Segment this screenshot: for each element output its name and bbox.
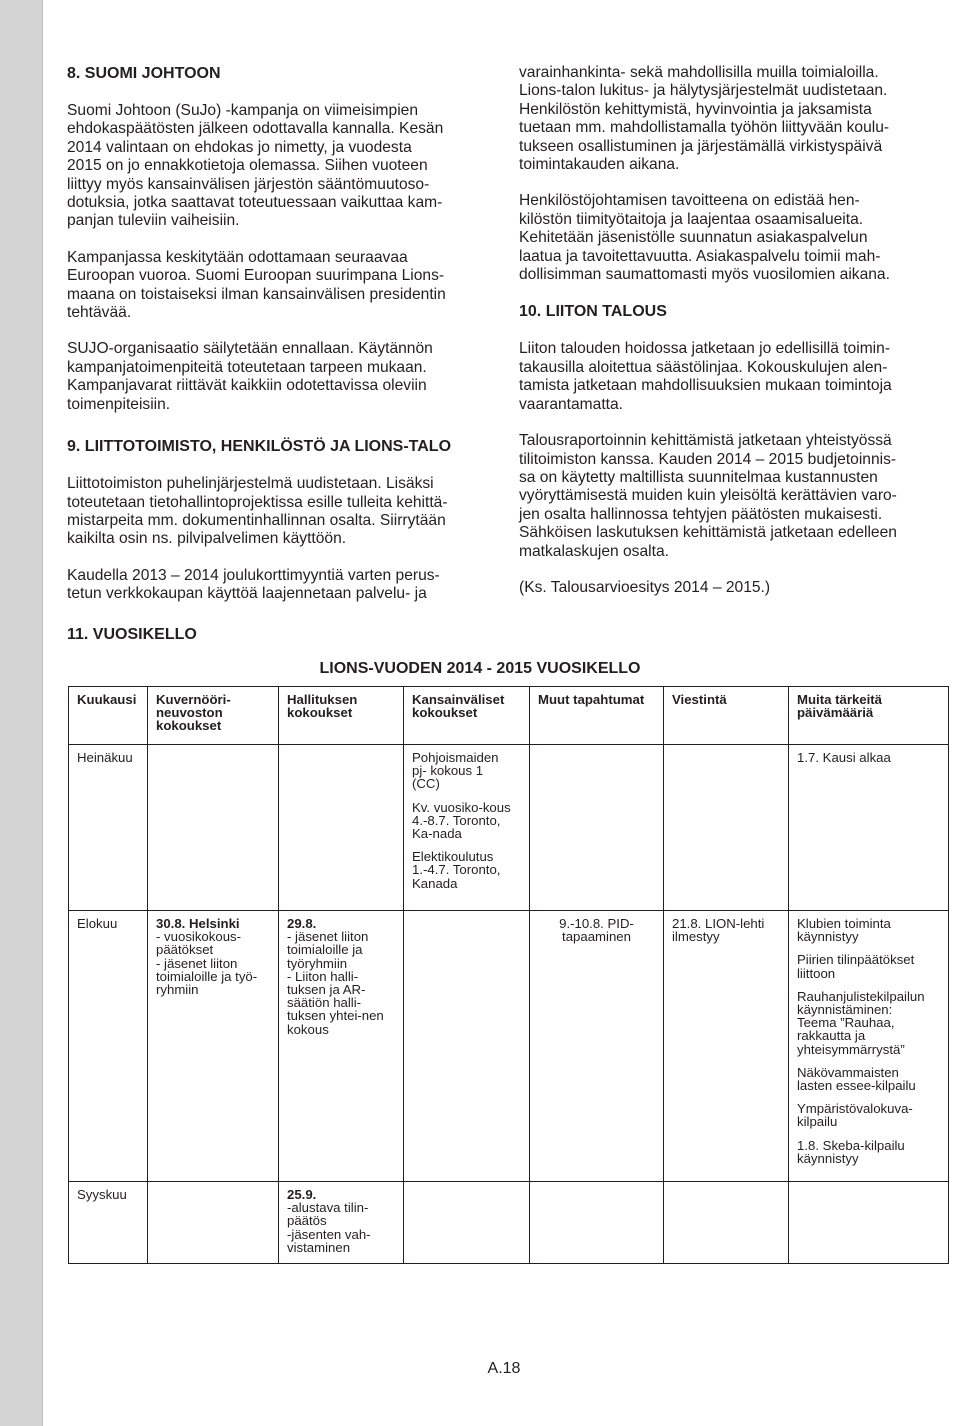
international-item: Elektikoulutus 1.-4.7. Toronto, Kanada	[412, 849, 501, 891]
governor-cell	[148, 745, 279, 911]
section-9-title: 9. LIITTOTOIMISTO, HENKILÖSTÖ JA LIONS-TALO	[67, 438, 452, 456]
governor-cell	[148, 1182, 279, 1264]
board-text: -alustava tilin- päätös -jäsenten vah- vistaminen	[287, 1200, 371, 1255]
governor-cell	[148, 911, 279, 1182]
section-9-paragraph-2: Kaudella 2013 – 2014 joulukorttimyyntiä varten perus- tetun verkkokaupan käyttöä laajennetaan palvelu- ja	[67, 566, 440, 603]
section-8-paragraph-2: Kampanjassa keskitytään odottamaan seuraavaa Euroopan vuoroa. Suomi Euroopan suurimpana Lions- maana on toistaiseksi ilman kansainvälisen presidentin tehtävää.	[67, 248, 446, 322]
table-row	[69, 745, 949, 911]
header-important-dates: Muita tärkeitä päivämääriä	[789, 687, 949, 745]
important-dates-cell	[789, 911, 949, 1182]
international-item: Pohjoismaiden pj- kokous 1 (CC)	[412, 750, 499, 792]
governor-text: - vuosikokous- päätökset - jäsenet liiton toimialoille ja työ- ryhmiin	[156, 929, 258, 998]
header-communication: Viestintä	[664, 687, 789, 745]
board-cell	[279, 1182, 404, 1264]
communication-item: 21.8. LION-lehti ilmestyy	[672, 916, 765, 945]
other-events-cell	[530, 745, 664, 911]
annual-calendar-table	[68, 686, 949, 1264]
board-date: 25.9.	[287, 1187, 317, 1202]
board-date: 29.8.	[287, 916, 317, 931]
section-9-paragraph-4: Henkilöstöjohtamisen tavoitteena on edistää hen- kilöstön tiimityötaitoja ja laajentaa osaamisalueita. Kehitetään jäsenistölle suunnatun asiakaspalvelun laatua ja tavoitettavuutta. Asiakaspalvelu toimii mah- dollisimman saumattomasti myös vuosilomien aikana.	[519, 192, 890, 284]
table-title: LIONS-VUODEN 2014 - 2015 VUOSIKELLO	[319, 660, 641, 677]
board-cell	[279, 745, 404, 911]
section-10-paragraph-2: Talousraportoinnin kehittämistä jatketaan yhteistyössä tilitoimiston kanssa. Kauden 2014 – 2015 budjetoinnis- sa on käytetty maltillista suunnitelmaa kustannusten vyöryttämisestä muiden kuin yleisöltä kerättävien varo- jen osalta hallinnossa tehtyjen päätösten mukaisesti. Sähköisen laskutuksen kehittämistä jatketaan edelleen matkalaskujen osalta.	[519, 432, 897, 560]
section-10-paragraph-3: (Ks. Talousarvioesitys 2014 – 2015.)	[519, 578, 771, 596]
right-column	[519, 64, 945, 615]
important-dates-cell	[789, 745, 949, 911]
international-cell	[404, 1182, 530, 1264]
date-item: 1.8. Skeba-kilpailu käynnistyy	[797, 1137, 905, 1166]
table-header-row	[69, 687, 949, 745]
other-events-cell	[530, 1182, 664, 1264]
communication-cell	[664, 911, 789, 1182]
board-text: - jäsenet liiton toimialoille ja työryhmiin - Liiton halli- tuksen ja AR- säätiön halli- tuksen yhtei-nen kokous	[287, 929, 384, 1037]
date-item: 1.7. Kausi alkaa	[797, 750, 891, 765]
month-cell: Heinäkuu	[69, 745, 148, 911]
page-number: A.18	[487, 1360, 521, 1377]
section-10-paragraph-1: Liiton talouden hoidossa jatketaan jo edellisillä toimin- takausilla aloitettua säästölinjaa. Kokouskulujen alen- tamista jatketaan mahdollisuuksien mukaan toimintoja vaarantamatta.	[519, 340, 892, 413]
date-item: Ympäristövalokuva- kilpailu	[797, 1101, 913, 1130]
header-board-meetings: Hallituksen kokoukset	[279, 687, 404, 745]
page-margin-band	[0, 0, 43, 1426]
header-governor-council: Kuvernööri- neuvoston kokoukset	[148, 687, 279, 745]
other-event-item: 9.-10.8. PID- tapaaminen	[559, 916, 634, 945]
month-cell: Elokuu	[69, 911, 148, 1182]
important-dates-cell	[789, 1182, 949, 1264]
left-column	[67, 64, 493, 622]
date-item: Näkövammaisten lasten essee-kilpailu	[797, 1064, 916, 1094]
section-11-title: 11. VUOSIKELLO	[67, 626, 197, 643]
section-10-title: 10. LIITON TALOUS	[519, 303, 667, 321]
international-cell	[404, 911, 530, 1182]
section-8-paragraph-1: Suomi Johtoon (SuJo) -kampanja on viimeisimpien ehdokaspäätösten jälkeen odottavalla kannalla. Kesän 2014 valintaan on ehdokas jo nimetty, ja vuodesta 2015 on jo ennakkotietoja olemassa. Siihen vuoteen liittyy myös kansainvälisen järjestön sääntömuutoso- dotuksia, jotka saattavat toteutuessaan vaikuttaa kam- panjan tuleviin vaiheisiin.	[67, 102, 444, 230]
governor-date: 30.8. Helsinki	[156, 916, 240, 931]
board-cell	[279, 911, 404, 1182]
header-international-meetings: Kansainväliset kokoukset	[404, 687, 530, 745]
date-item: Rauhanjulistekilpailun käynnistäminen: Teema ”Rauhaa, rakkautta ja yhteisymmärrystä”	[797, 988, 925, 1057]
date-item: Piirien tilinpäätökset liittoon	[797, 952, 915, 981]
international-item: Kv. vuosiko-kous 4.-8.7. Toronto, Ka-nada	[412, 799, 511, 842]
section-9-paragraph-1: Liittotoimiston puhelinjärjestelmä uudistetaan. Lisäksi toteutetaan tietohallintoprojektissa esille tulleita kehittä- mistarpeita mm. dokumentinhallinnan osalta. Siirrytään kaikilta osin ns. pilvipalvelimen käyttöön.	[67, 475, 448, 548]
section-9-paragraph-3: varainhankinta- sekä mahdollisilla muilla toimialoilla. Lions-talon lukitus- ja hälytysjärjestelmät uudistetaan. Henkilöstön kehittymistä, hyvinvointia ja jaksamista tuetaan mm. mahdollistamalla työhön liittyvään koulu- tukseen osallistuminen ja järjestämällä virkistyspäivä toimintakauden aikana.	[519, 64, 890, 174]
header-month: Kuukausi	[69, 687, 148, 745]
header-other-events: Muut tapahtumat	[530, 687, 664, 745]
date-item: Klubien toiminta käynnistyy	[797, 916, 891, 945]
communication-cell	[664, 1182, 789, 1264]
communication-cell	[664, 745, 789, 911]
table-row	[69, 1182, 949, 1264]
international-cell	[404, 745, 530, 911]
month-cell: Syyskuu	[69, 1182, 148, 1264]
section-8-paragraph-3: SUJO-organisaatio säilytetään ennallaan. Käytännön kampanjatoimenpiteitä toteutetaan tarpeen mukaan. Kampanjavarat riittävät kaikkiin odotettavissa oleviin toimenpiteisiin.	[67, 340, 433, 413]
table-row	[69, 911, 949, 1182]
section-8-title: 8. SUOMI JOHTOON	[67, 65, 221, 82]
other-events-cell	[530, 911, 664, 1182]
